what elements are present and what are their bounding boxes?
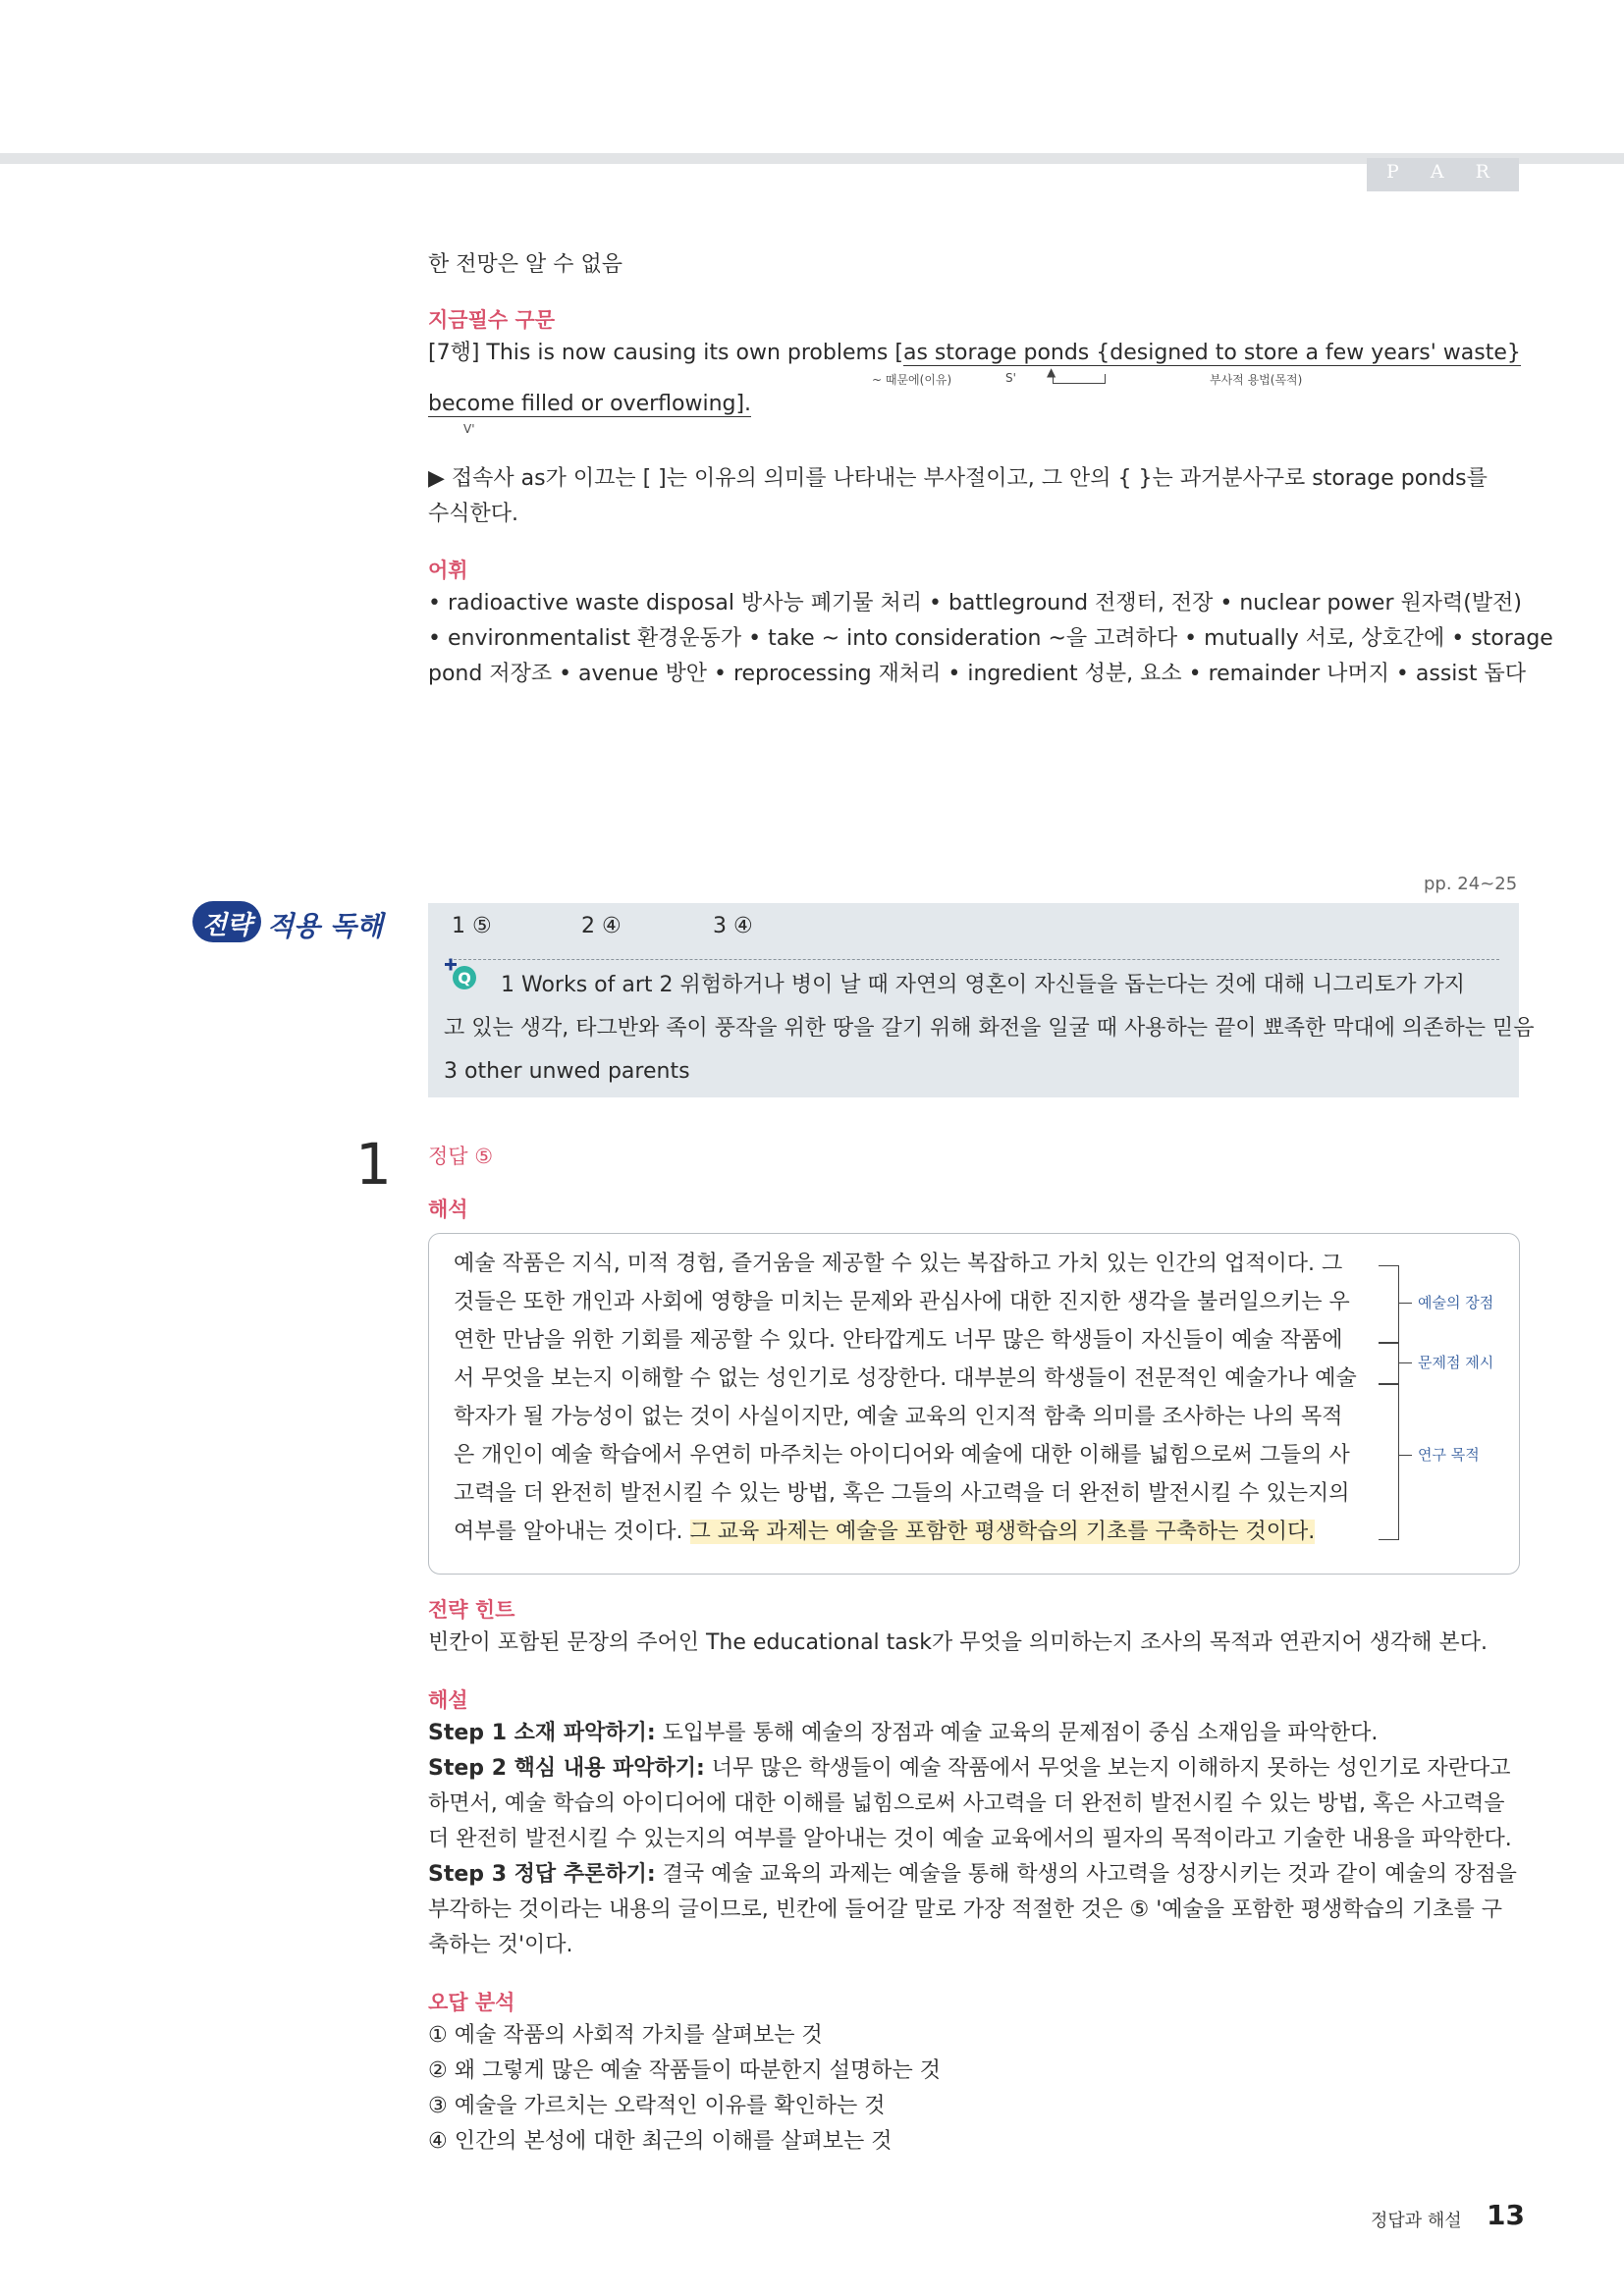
bracket-merit-tick [1398, 1303, 1412, 1304]
wrong-option-1: ① 예술 작품의 사회적 가치를 살펴보는 것 [428, 2023, 823, 2048]
bracket-problem-tick [1398, 1362, 1412, 1363]
sentence-part-b: as storage ponds {designed to store a few years' waste} [902, 341, 1521, 365]
step1-text: 도입부를 통해 예술의 장점과 예술 교육의 문제점이 중심 소재임을 파악한다. [655, 1721, 1379, 1745]
step3-line2: 부각하는 것이라는 내용의 글이므로, 빈칸에 들어갈 말로 가장 적절한 것은 ⑤ '예술을 포함한 평생학습의 기초를 구 [428, 1897, 1503, 1922]
bracket-purpose-tick [1398, 1455, 1412, 1456]
answer-1: 1 ⑤ [452, 914, 492, 938]
passage-line: 연한 만남을 위한 기회를 제공할 수 있다. 안타깝게도 너무 많은 학생들이 자신들이 예술 작품에 [454, 1328, 1343, 1353]
strategy-badge-label: 전략 [202, 911, 252, 940]
step3-line3: 축하는 것'이다. [428, 1933, 573, 1957]
hint-text: 빈칸이 포함된 문장의 주어인 The educational task가 무엇을 의미하는지 조사의 목적과 연관지어 생각해 본다. [428, 1630, 1488, 1655]
page-range: pp. 24~25 [1424, 874, 1518, 894]
side-note-merit: 예술의 장점 [1418, 1294, 1494, 1311]
annotation-reason: ~ 때문에(이유) [872, 373, 952, 387]
translation-passage [454, 1247, 1357, 1553]
grammar-sentence-line2 [428, 387, 751, 422]
svg-text:Q: Q [458, 969, 471, 988]
explanation-title: 해설 [428, 1688, 468, 1712]
q-plus-icon [444, 957, 477, 990]
sentence-part-a: [7행] This is now causing its own problems [ [428, 341, 903, 365]
passage-line: 학자가 될 가능성이 없는 것이 사실이지만, 예술 교육의 인지적 함축 의미를 조사하는 나의 목적 [454, 1405, 1343, 1429]
step2-line2: 하면서, 예술 학습의 아이디어에 대한 이해를 넓힘으로써 사고력을 더 완전히 발전시킬 수 있는 방법, 혹은 사고력을 [428, 1791, 1505, 1816]
step3-label: Step 3 정답 추론하기: [428, 1862, 656, 1887]
side-note-problem: 문제점 제시 [1418, 1354, 1494, 1371]
step2-text: 너무 많은 학생들이 예술 작품에서 무엇을 보는지 이해하지 못하는 성인기로 자란다고 [704, 1756, 1511, 1781]
side-note-purpose: 연구 목적 [1418, 1446, 1480, 1464]
passage-line: 은 개인이 예술 학습에서 우연히 마주치는 아이디어와 예술에 대한 이해를 넓힘으로써 그들의 사 [454, 1443, 1350, 1468]
vocab-line-1: • radioactive waste disposal 방사능 폐기물 처리 • battleground 전쟁터, 전장 • nuclear power 원자력(발전) [428, 591, 1522, 615]
wrong-option-3: ③ 예술을 가르치는 오락적인 이유를 확인하는 것 [428, 2094, 886, 2118]
hint-title: 전략 힌트 [428, 1598, 515, 1622]
grammar-explain-line1: ▶ 접속사 as가 이끄는 [ ]는 이유의 의미를 나타내는 부사절이고, 그 안의 { }는 과거분사구로 storage ponds를 [428, 466, 1488, 491]
prev-line: 한 전망은 알 수 없음 [428, 252, 623, 277]
section-title-grammar: 지금필수 구문 [428, 308, 556, 332]
step2 [428, 1751, 1511, 1787]
annotation-adverbial: 부사적 용법(목적) [1210, 373, 1303, 387]
vocab-title: 어휘 [428, 559, 468, 582]
passage-line [454, 1515, 1357, 1553]
passage-line: 서 무엇을 보는지 이해할 수 없는 성인기로 성장한다. 대부분의 학생들이 전문적인 예술가나 예술 [454, 1366, 1357, 1391]
step1 [428, 1716, 1378, 1751]
footer-label: 정답과 해설 [1371, 2211, 1462, 2231]
bracket-problem [1379, 1342, 1399, 1385]
step1-label: Step 1 소재 파악하기: [428, 1721, 656, 1745]
highlighted-answer-sentence: 그 교육 과제는 예술을 포함한 평생학습의 기초를 구축하는 것이다. [689, 1520, 1316, 1544]
q-answer-line1: 1 Works of art 2 위험하거나 병이 날 때 자연의 영혼이 자신들을 돕는다는 것에 대해 니그리토가 가지 [501, 973, 1465, 997]
step2-line3: 더 완전히 발전시킬 수 있는지의 여부를 알아내는 것이 예술 교육에서의 필자의 목적이라고 기술한 내용을 파악한다. [428, 1827, 1512, 1851]
passage-last-a: 여부를 알아내는 것이다. [454, 1520, 690, 1544]
annotation-subject: S' [1005, 371, 1016, 385]
arrow-head-icon: ▲ [1047, 365, 1056, 379]
wrong-option-2: ② 왜 그렇게 많은 예술 작품들이 따분한지 설명하는 것 [428, 2058, 941, 2083]
question-number: 1 [355, 1131, 392, 1198]
part-label: P A R T I [1386, 161, 1586, 183]
q-answer-line2: 고 있는 생각, 타그반와 족이 풍작을 위한 땅을 갈기 위해 화전을 일굴 때 사용하는 끝이 뾰족한 막대에 의존하는 믿음 [444, 1016, 1535, 1041]
step3 [428, 1857, 1517, 1893]
strategy-title: 적용 독해 [267, 910, 383, 942]
wrong-option-4: ④ 인간의 본성에 대한 최근의 이해를 살펴보는 것 [428, 2129, 893, 2154]
step2-label: Step 2 핵심 내용 파악하기: [428, 1756, 705, 1781]
passage-line: 고력을 더 완전히 발전시킬 수 있는 방법, 혹은 그들의 사고력을 더 완전히 발전시킬 수 있는지의 [454, 1481, 1350, 1506]
q-answer-line3: 3 other unwed parents [444, 1059, 690, 1084]
answer-3: 3 ④ [713, 914, 753, 938]
translation-title: 해석 [428, 1198, 468, 1221]
bracket-merit [1379, 1265, 1399, 1344]
grammar-explain-line2: 수식한다. [428, 502, 519, 526]
modifier-arrow [1053, 374, 1106, 384]
dashed-divider [449, 959, 1499, 960]
sentence-part-c: become filled or overflowing]. [428, 392, 752, 416]
answer-2: 2 ④ [581, 914, 622, 938]
vocab-line-2: • environmentalist 환경운동가 • take ~ into consideration ~을 고려하다 • mutually 서로, 상호간에 • storage [428, 626, 1553, 651]
page-number: 13 [1487, 2199, 1525, 2231]
wrong-analysis-title: 오답 분석 [428, 1991, 515, 2014]
grammar-sentence-line1 [428, 336, 1521, 371]
step3-text: 결국 예술 교육의 과제는 예술을 통해 학생의 사고력을 성장시키는 것과 같이 예술의 장점을 [655, 1862, 1517, 1887]
bracket-purpose [1379, 1383, 1399, 1540]
passage-line: 예술 작품은 지식, 미적 경험, 즐거움을 제공할 수 있는 복잡하고 가치 있는 인간의 업적이다. 그 [454, 1252, 1343, 1276]
answer-label: 정답 ⑤ [428, 1145, 494, 1168]
passage-line: 것들은 또한 개인과 사회에 영향을 미치는 문제와 관심사에 대한 진지한 생각을 불러일으키는 우 [454, 1290, 1350, 1314]
vocab-line-3: pond 저장조 • avenue 방안 • reprocessing 재처리 • ingredient 성분, 요소 • remainder 나머지 • assist 돕다 [428, 662, 1527, 686]
annotation-verb: V' [463, 422, 475, 436]
